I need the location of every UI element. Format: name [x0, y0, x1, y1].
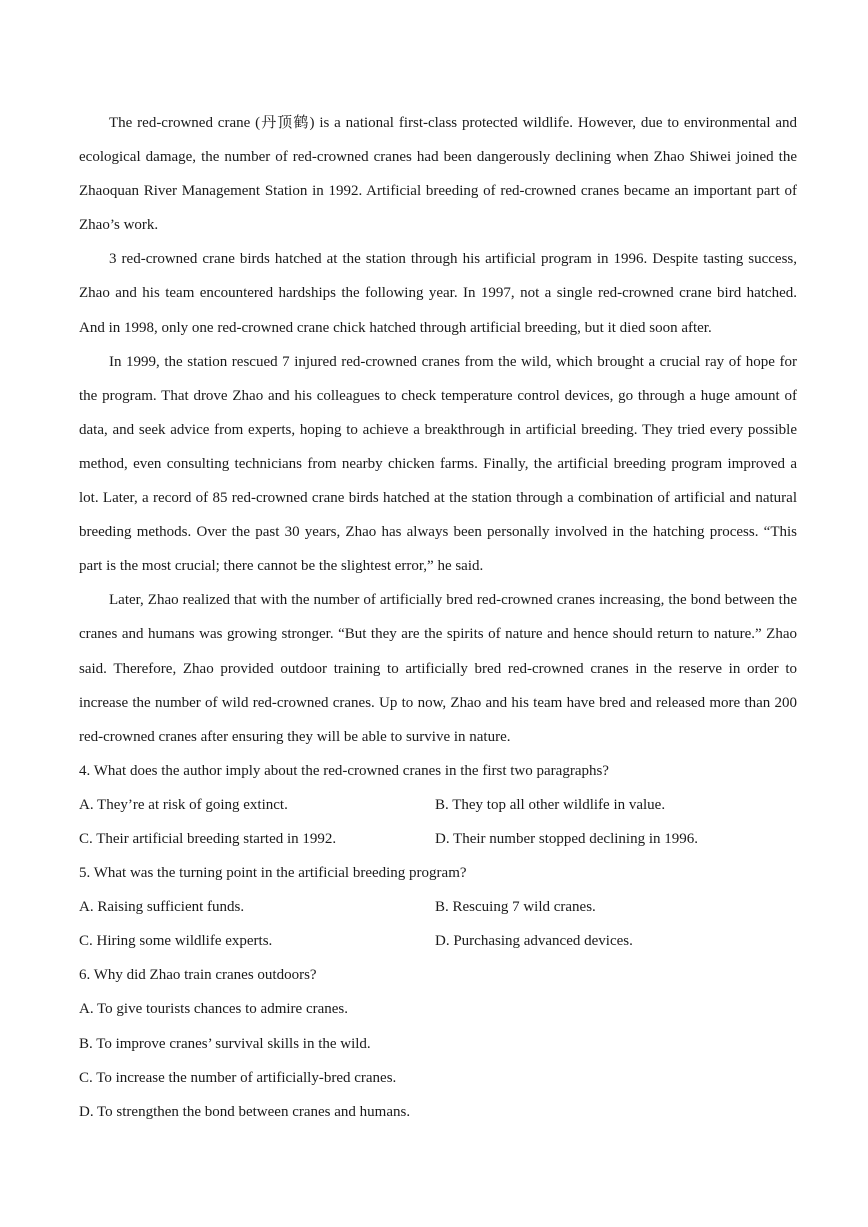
question-4-options-row-2 — [79, 822, 797, 856]
question-4-option-c[interactable]: C. Their artificial breeding started in 1992. — [79, 830, 337, 847]
passage-paragraph-3: In 1999, the station rescued 7 injured red-crowned cranes from the wild, which brought a crucial ray of hope for the program. That drove Zhao and his colleagues to check temperature control devices, go through a huge amount of data, and seek advice from experts, hoping to achieve a breakthrough in artificial breeding. They tried every possible method, even consulting technicians from nearby chicken farms. Finally, the artificial breeding program improved a lot. Later, a record of 85 red-crowned crane birds hatched at the station through a combination of artificial and natural breeding methods. Over the past 30 years, Zhao has always been personally involved in the hatching process. “This part is the most crucial; there cannot be the slightest error,” he said. — [79, 353, 797, 575]
question-5-options-row-2 — [79, 924, 797, 958]
question-4-option-d[interactable]: D. Their number stopped declining in 1996. — [435, 830, 699, 847]
passage-paragraph-4: Later, Zhao realized that with the number of artificially bred red-crowned cranes increasing, the bond between the cranes and humans was growing stronger. “But they are the spirits of nature and hence should return to nature.” Zhao said. Therefore, Zhao provided outdoor training to artificially bred red-crowned cranes in the reserve in order to increase the number of wild red-crowned cranes. Up to now, Zhao and his team have bred and released more than 200 red-crowned cranes after ensuring they will be able to survive in nature. — [79, 592, 797, 745]
question-6-stem: 6. Why did Zhao train cranes outdoors? — [79, 967, 317, 984]
exam-page — [79, 106, 797, 1129]
question-5-option-b[interactable]: B. Rescuing 7 wild cranes. — [435, 899, 596, 916]
question-6-option-b[interactable]: B. To improve cranes’ survival skills in the wild. — [79, 1035, 371, 1052]
question-4-option-a[interactable]: A. They’re at risk of going extinct. — [79, 796, 288, 813]
question-5-option-c[interactable]: C. Hiring some wildlife experts. — [79, 933, 273, 950]
question-4-stem: 4. What does the author imply about the red-crowned cranes in the first two paragraphs? — [79, 762, 609, 779]
question-5-stem: 5. What was the turning point in the artificial breeding program? — [79, 865, 467, 882]
question-5-option-a[interactable]: A. Raising sufficient funds. — [79, 899, 245, 916]
question-4-options-row-1 — [79, 788, 797, 822]
passage-paragraph-2: 3 red-crowned crane birds hatched at the station through his artificial program in 1996. Despite tasting success, Zhao and his team encountered hardships the following year. In 1997, not a single red-crowned crane bird hatched. And in 1998, only one red-crowned crane chick hatched through artificial breeding, but it died soon after. — [79, 251, 797, 336]
question-6-option-a[interactable]: A. To give tourists chances to admire cranes. — [79, 1001, 349, 1018]
question-6-option-c[interactable]: C. To increase the number of artificially-bred cranes. — [79, 1069, 397, 1086]
question-4-option-b[interactable]: B. They top all other wildlife in value. — [435, 796, 666, 813]
question-4 — [79, 754, 797, 856]
question-5-options-row-1 — [79, 890, 797, 924]
reading-passage — [79, 106, 797, 754]
question-6 — [79, 958, 797, 1128]
question-6-option-d[interactable]: D. To strengthen the bond between cranes and humans. — [79, 1103, 411, 1120]
passage-paragraph-1: The red-crowned crane (丹顶鹤) is a national first-class protected wildlife. However, due to environmental and ecological damage, the number of red-crowned cranes had been dangerously declining when Zhao Shiwei joined the Zhaoquan River Management Station in 1992. Artificial breeding of red-crowned cranes became an important part of Zhao’s work. — [79, 115, 797, 234]
question-5 — [79, 856, 797, 958]
question-5-option-d[interactable]: D. Purchasing advanced devices. — [435, 933, 633, 950]
